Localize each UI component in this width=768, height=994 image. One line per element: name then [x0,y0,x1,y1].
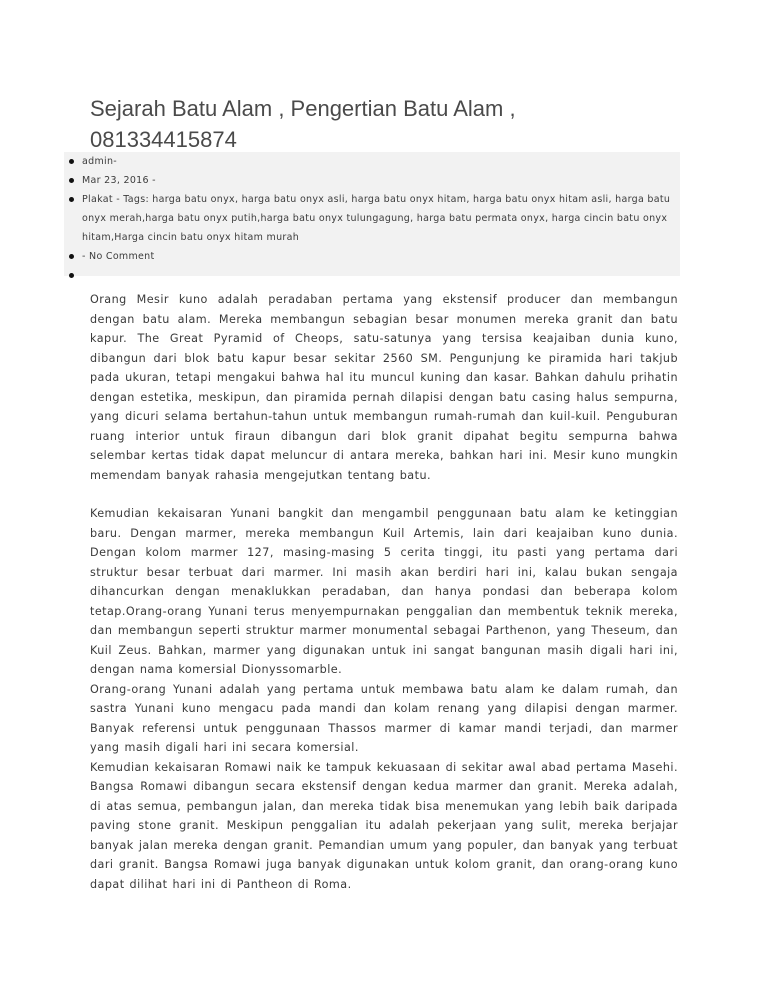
tags-text[interactable]: Plakat - Tags: harga batu onyx, harga batu onyx asli, harga batu onyx hitam, harga batu onyx hitam asli, harga batu onyx merah,harga batu onyx putih,harga batu onyx tulungagung, harga batu permata onyx, harga cincin batu onyx hitam,Harga cincin batu onyx hitam murah [82,194,671,243]
empty-meta-item [82,266,680,285]
meta-comments [64,247,680,266]
paragraph-3: Orang-orang Yunani adalah yang pertama untuk membawa batu alam ke dalam rumah, dan sastra Yunani kuno mengacu pada mandi dan kolam renang yang dilapisi dengan marmer. Banyak referensi untuk penggunaan Thassos marmer di kamar mandi terjadi, dan marmer yang masih digali hari ini secara komersial. [90,682,678,754]
article-body [90,290,678,894]
meta-empty [64,266,680,285]
bullet-icon [69,254,74,259]
author-link[interactable]: admin- [82,156,117,167]
bullet-icon [69,197,74,202]
comments-link[interactable]: - No Comment [82,251,155,262]
bullet-icon [69,159,74,164]
post-date: Mar 23, 2016 - [82,175,156,186]
bullet-icon [69,178,74,183]
paragraph-1: Orang Mesir kuno adalah peradaban pertama yang ekstensif producer dan membangun dengan batu alam. Mereka membangun sebagian besar monumen mereka granit dan batu kapur. The Great Pyramid of Cheops, satu-satunya yang tersisa keajaiban dunia kuno, dibangun dari blok batu kapur besar sekitar 2560 SM. Pengunjung ke piramida hari takjub pada ukuran, tetapi mengakui bahwa hal itu muncul kuning dan kasar. Bahkan dahulu prihatin dengan estetika, meskipun, dan piramida pernah dilapisi dengan batu casing halus sempurna, yang dicuri selama bertahun-tahun untuk membangun rumah-rumah dan kuil-kuil. Penguburan ruang interior untuk firaun dibangun dari blok granit dipahat begitu sempurna bahwa selembar kertas tidak dapat meluncur di antara mereka, bahkan hari ini. Mesir kuno mungkin memendam banyak rahasia mengejutkan tentang batu. [90,293,678,482]
paragraph-4: Kemudian kekaisaran Romawi naik ke tampuk kekuasaan di sekitar awal abad pertama Masehi. Bangsa Romawi dibangun secara ekstensif dengan kedua marmer dan granit. Mereka adalah, di atas semua, pembangun jalan, dan mereka tidak bisa menemukan yang lebih baik daripada paving stone granit. Meskipun penggalian itu adalah pekerjaan yang sulit, mereka berjajar banyak jalan mereka dengan granit. Pemandian umum yang populer, dan banyak yang terbuat dari granit. Bangsa Romawi juga banyak digunakan untuk kolom granit, dan orang-orang kuno dapat dilihat hari ini di Pantheon di Roma. [90,760,678,891]
bullet-icon [69,273,74,278]
meta-author [64,152,680,171]
page-title: Sejarah Batu Alam , Pengertian Batu Alam , 081334415874 [90,96,516,152]
meta-date [64,171,680,190]
meta-tags [64,190,680,247]
paragraph-2: Kemudian kekaisaran Yunani bangkit dan mengambil penggunaan batu alam ke ketinggian baru. Dengan marmer, mereka membangun Kuil Artemis, lain dari keajaiban kuno dunia. Dengan kolom marmer 127, masing-masing 5 cerita tinggi, itu pasti yang pertama dari struktur besar terbuat dari marmer. Ini masih akan berdiri hari ini, kalau bukan sengaja dihancurkan dengan menaklukkan peradaban, dan hanya pondasi dan beberapa kolom tetap.Orang-orang Yunani terus menyempurnakan penggalian dan membentuk teknik mereka, dan membangun seperti struktur marmer monumental sebagai Parthenon, yang Theseum, dan Kuil Zeus. Bahkan, marmer yang digunakan untuk ini sangat bangunan masih digali hari ini, dengan nama komersial Dionyssomarble. [90,507,678,676]
post-meta-list [64,152,680,276]
